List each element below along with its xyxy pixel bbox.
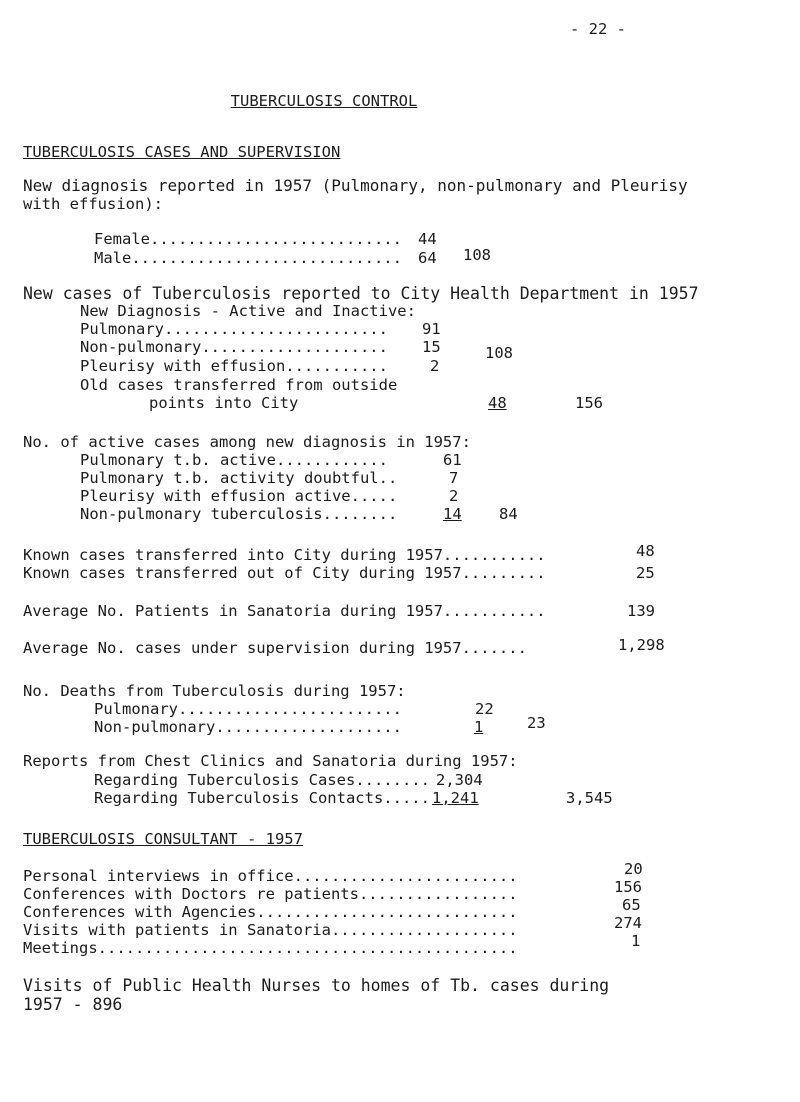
female-label: Female........................... xyxy=(94,230,402,248)
male-label: Male............................. xyxy=(94,249,402,267)
deaths-nonpulmonary-label: Non-pulmonary.................... xyxy=(94,718,402,736)
consult-interviews-label: Personal interviews in office........................ xyxy=(23,867,518,885)
avg-supervision-value: 1,298 xyxy=(618,636,665,654)
old-cases-value: 48 xyxy=(488,394,507,412)
consult-doctors-label: Conferences with Doctors re patients................. xyxy=(23,885,518,903)
intro-line: New diagnosis reported in 1957 (Pulmonary, non-pulmonary and Pleurisy xyxy=(23,176,688,195)
consult-agencies-label: Conferences with Agencies............................ xyxy=(23,903,518,921)
visits-line: Visits of Public Health Nurses to homes of Tb. cases during xyxy=(23,976,610,995)
active-pulmonary-label: Pulmonary t.b. active............ xyxy=(80,451,388,469)
consultant-heading: TUBERCULOSIS CONSULTANT - 1957 xyxy=(23,830,303,848)
new-diagnosis-total: 108 xyxy=(463,246,491,264)
reports-total: 3,545 xyxy=(566,789,613,807)
known-out-label: Known cases transferred out of City during 1957......... xyxy=(23,564,546,582)
visits-line: 1957 - 896 xyxy=(23,995,123,1014)
consult-doctors-value: 156 xyxy=(614,878,642,896)
consult-meetings-value: 1 xyxy=(631,932,641,950)
reports-contacts-value: 1,241 xyxy=(432,789,479,807)
consult-meetings-label: Meetings............................................. xyxy=(23,939,518,957)
known-into-label: Known cases transferred into City during 1957........... xyxy=(23,546,546,564)
deaths-pulmonary-value: 22 xyxy=(475,700,494,718)
consult-visits-value: 274 xyxy=(614,914,642,932)
active-nonpulmonary-label: Non-pulmonary tuberculosis........ xyxy=(80,505,398,523)
old-cases-line: Old cases transferred from outside xyxy=(80,376,398,394)
reports-heading: Reports from Chest Clinics and Sanatoria during 1957: xyxy=(23,752,518,770)
reports-contacts-label: Regarding Tuberculosis Contacts..... xyxy=(94,789,430,807)
female-value: 44 xyxy=(418,230,437,248)
deaths-heading: No. Deaths from Tuberculosis during 1957: xyxy=(23,682,406,700)
active-nonpulmonary-value: 14 xyxy=(443,505,462,523)
deaths-nonpulmonary-value: 1 xyxy=(474,718,484,736)
reported-subtotal: 108 xyxy=(485,344,513,362)
avg-sanatoria-label: Average No. Patients in Sanatoria during 1957........... xyxy=(23,602,546,620)
consult-visits-label: Visits with patients in Sanatoria.................... xyxy=(23,921,518,939)
active-pleurisy-label: Pleurisy with effusion active..... xyxy=(80,487,398,505)
reported-total: 156 xyxy=(575,394,603,412)
active-doubtful-label: Pulmonary t.b. activity doubtful.. xyxy=(80,469,398,487)
deaths-total: 23 xyxy=(527,714,546,732)
pleurisy-value: 2 xyxy=(430,357,440,375)
active-heading: No. of active cases among new diagnosis in 1957: xyxy=(23,433,471,451)
new-cases-heading: New cases of Tuberculosis reported to City Health Department in 1957 xyxy=(23,284,699,303)
pulmonary-label: Pulmonary........................ xyxy=(80,320,388,338)
active-doubtful-value: 7 xyxy=(449,469,459,487)
active-pulmonary-value: 61 xyxy=(443,451,462,469)
deaths-pulmonary-label: Pulmonary........................ xyxy=(94,700,402,718)
active-total: 84 xyxy=(499,505,518,523)
consult-interviews-value: 20 xyxy=(624,860,643,878)
active-pleurisy-value: 2 xyxy=(449,487,459,505)
old-cases-line: points into City xyxy=(149,394,299,412)
new-diagnosis-line: New Diagnosis - Active and Inactive: xyxy=(80,302,416,320)
pleurisy-label: Pleurisy with effusion........... xyxy=(80,357,388,375)
known-into-value: 48 xyxy=(636,542,655,560)
intro-line: with effusion): xyxy=(23,195,163,213)
consult-agencies-value: 65 xyxy=(622,896,641,914)
page-number: - 22 - xyxy=(570,20,626,38)
pulmonary-value: 91 xyxy=(422,320,441,338)
known-out-value: 25 xyxy=(636,564,655,582)
main-title: TUBERCULOSIS CONTROL xyxy=(230,92,418,110)
section-heading: TUBERCULOSIS CASES AND SUPERVISION xyxy=(23,143,341,161)
non-pulmonary-label: Non-pulmonary.................... xyxy=(80,338,388,356)
non-pulmonary-value: 15 xyxy=(422,338,441,356)
reports-cases-value: 2,304 xyxy=(436,771,483,789)
male-value: 64 xyxy=(418,249,437,267)
avg-sanatoria-value: 139 xyxy=(627,602,655,620)
reports-cases-label: Regarding Tuberculosis Cases........ xyxy=(94,771,430,789)
avg-supervision-label: Average No. cases under supervision during 1957....... xyxy=(23,639,527,657)
